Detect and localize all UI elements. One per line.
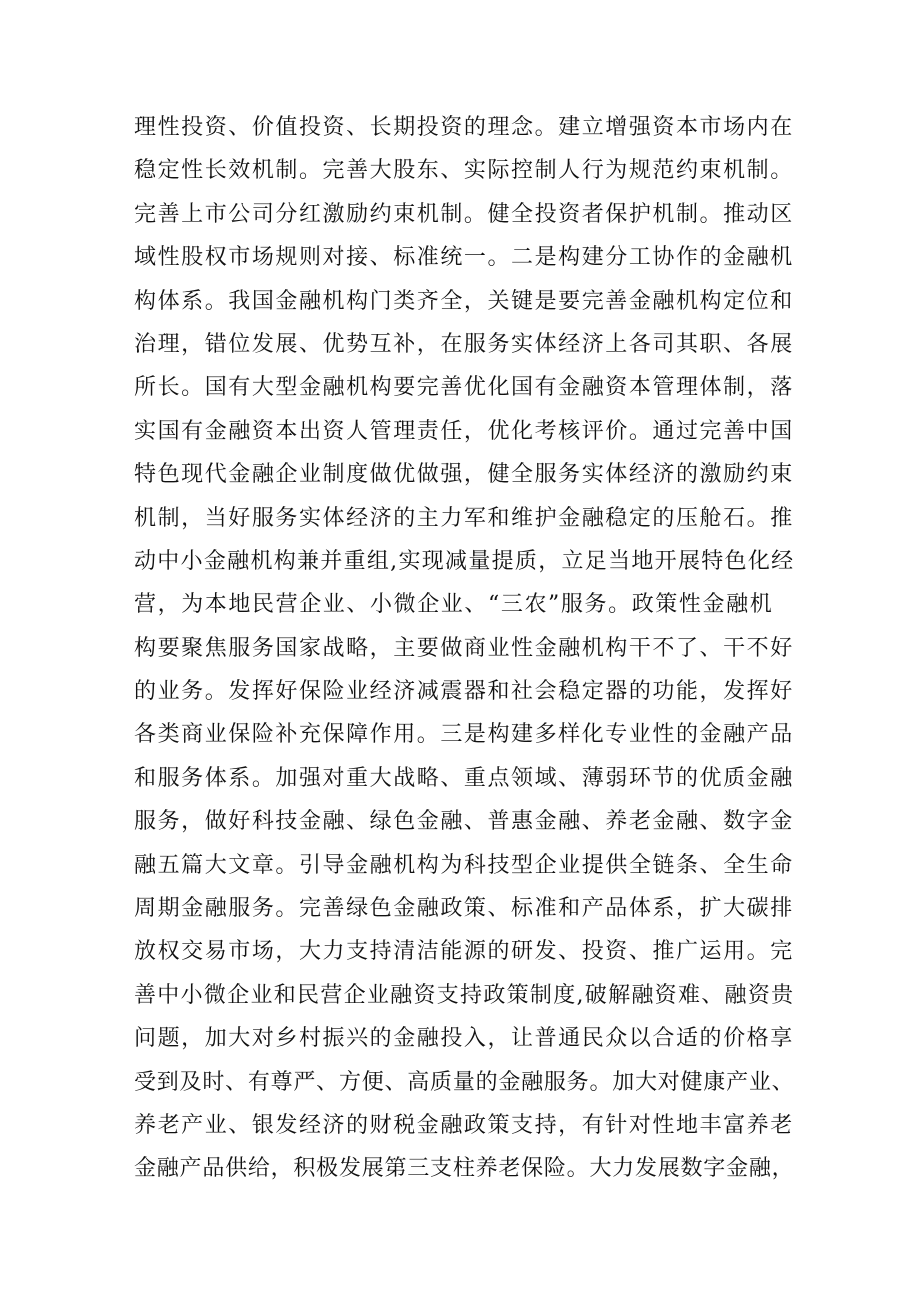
text-line: 的业务。发挥好保险业经济减震器和社会稳定器的功能，发挥好 xyxy=(134,679,794,705)
text-line: 动中小金融机构兼并重组,实现减量提质，立足当地开展特色化经 xyxy=(134,548,795,574)
text-line: 稳定性长效机制。完善大股东、实际控制人行为规范约束机制。 xyxy=(134,158,794,184)
text-line: 养老产业、银发经济的财税金融政策支持，有针对性地丰富养老 xyxy=(134,1112,794,1138)
text-line: 受到及时、有尊严、方便、高质量的金融服务。加大对健康产业、 xyxy=(134,1069,795,1095)
text-line: 各类商业保险补充保障作用。三是构建多样化专业性的金融产品 xyxy=(134,722,794,748)
text-line: 服务，做好科技金融、绿色金融、普惠金融、养老金融、数字金 xyxy=(134,809,794,835)
text-line: 实国有金融资本出资人管理责任，优化考核评价。通过完善中国 xyxy=(134,418,794,444)
text-line: 治理，错位发展、优势互补，在服务实体经济上各司其职、各展 xyxy=(134,331,794,357)
text-line: 营，为本地民营企业、小微企业、“三农”服务。政策性金融机 xyxy=(134,592,774,618)
text-line: 所长。国有大型金融机构要完善优化国有金融资本管理体制，落 xyxy=(134,375,794,401)
text-line: 放权交易市场，大力支持清洁能源的研发、投资、推广运用。完 xyxy=(134,939,794,965)
text-line: 构要聚焦服务国家战略，主要做商业性金融机构干不了、干不好 xyxy=(134,635,794,661)
text-line: 周期金融服务。完善绿色金融政策、标准和产品体系，扩大碳排 xyxy=(134,896,794,922)
text-line: 金融产品供给，积极发展第三支柱养老保险。大力发展数字金融， xyxy=(134,1156,795,1182)
text-line: 善中小微企业和民营企业融资支持政策制度,破解融资难、融资贵 xyxy=(134,982,795,1008)
text-line: 机制，当好服务实体经济的主力军和维护金融稳定的压舱石。推 xyxy=(134,505,794,531)
text-line: 完善上市公司分红激励约束机制。健全投资者保护机制。推动区 xyxy=(134,201,794,227)
text-line: 特色现代金融企业制度做优做强，健全服务实体经济的激励约束 xyxy=(134,462,794,488)
text-line: 融五篇大文章。引导金融机构为科技型企业提供全链条、全生命 xyxy=(134,852,794,878)
text-line: 构体系。我国金融机构门类齐全，关键是要完善金融机构定位和 xyxy=(134,288,794,314)
text-line: 和服务体系。加强对重大战略、重点领域、薄弱环节的优质金融 xyxy=(134,765,794,791)
text-line: 域性股权市场规则对接、标准统一。二是构建分工协作的金融机 xyxy=(134,245,794,271)
body-paragraph xyxy=(134,106,794,1191)
text-line: 问题，加大对乡村振兴的金融投入，让普通民众以合适的价格享 xyxy=(134,1026,794,1052)
text-line: 理性投资、价值投资、长期投资的理念。建立增强资本市场内在 xyxy=(134,115,794,140)
